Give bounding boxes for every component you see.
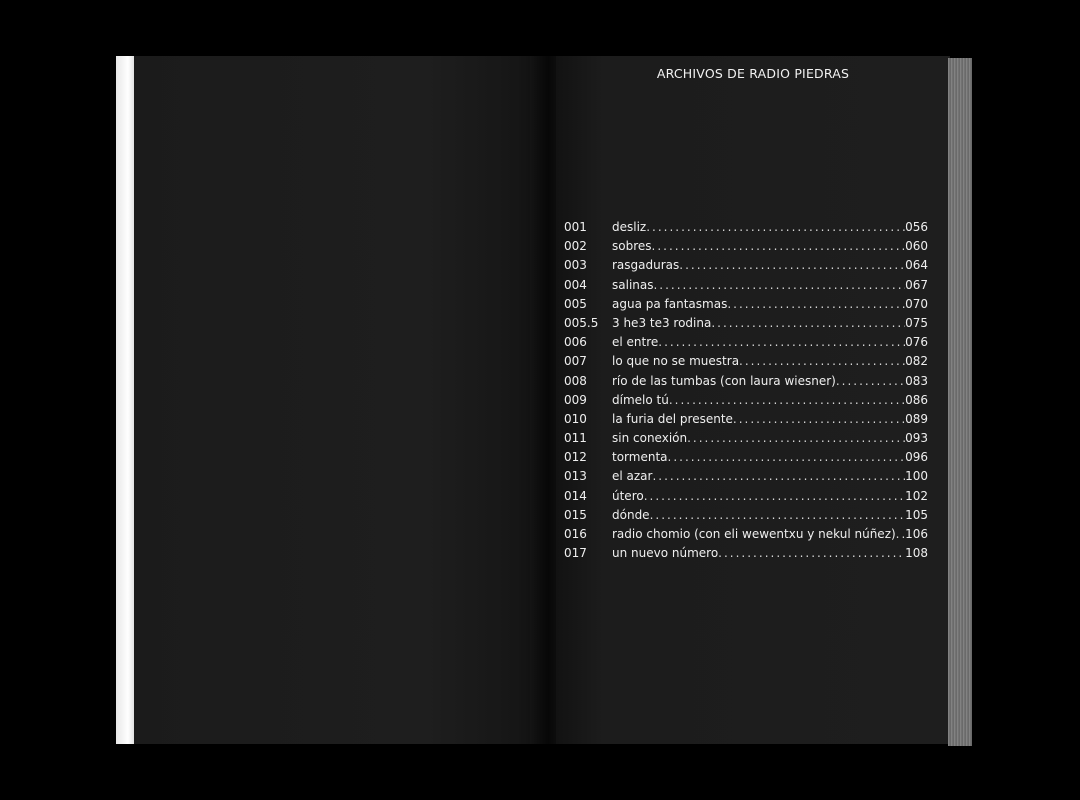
toc-row bbox=[564, 525, 928, 544]
toc-title: sin conexión bbox=[612, 431, 688, 446]
toc-row bbox=[564, 467, 928, 486]
toc-number: 011 bbox=[564, 431, 587, 446]
toc-row bbox=[564, 352, 928, 371]
toc-leader-dots bbox=[652, 467, 905, 486]
toc-entry bbox=[612, 448, 928, 467]
toc-row bbox=[564, 429, 928, 448]
toc-leader-dots bbox=[727, 295, 905, 314]
toc-title: dónde bbox=[612, 507, 650, 522]
toc-number: 007 bbox=[564, 354, 587, 369]
toc-title: desliz bbox=[612, 220, 647, 234]
toc-title: dímelo tú bbox=[612, 392, 669, 407]
toc-row bbox=[564, 314, 928, 333]
toc-leader-dots bbox=[669, 391, 905, 410]
toc-leader-dots bbox=[646, 218, 905, 237]
toc-page-number: 076 bbox=[905, 335, 928, 350]
toc-number: 013 bbox=[564, 469, 587, 484]
toc-page-number: 100 bbox=[905, 469, 928, 484]
toc-number: 002 bbox=[564, 239, 587, 254]
toc-leader-dots bbox=[687, 429, 905, 448]
toc-title: radio chomio (con eli wewentxu y nekul núñez) bbox=[612, 527, 896, 541]
toc-entry bbox=[612, 314, 928, 333]
toc-number: 009 bbox=[564, 392, 587, 407]
toc-entry bbox=[612, 256, 928, 275]
toc-entry bbox=[612, 352, 928, 371]
toc-row bbox=[564, 410, 928, 429]
toc-leader-dots bbox=[658, 333, 905, 352]
toc-entry bbox=[612, 218, 928, 237]
toc-entry bbox=[612, 237, 928, 256]
toc-page-number: 064 bbox=[905, 258, 928, 273]
toc-page-number: 067 bbox=[905, 277, 928, 292]
toc-entry bbox=[612, 544, 928, 563]
toc-row bbox=[564, 372, 928, 391]
toc-leader-dots bbox=[739, 352, 905, 371]
toc-title: río de las tumbas (con laura wiesner) bbox=[612, 373, 836, 388]
toc-page-number: 060 bbox=[905, 239, 928, 254]
toc-number: 015 bbox=[564, 507, 587, 522]
toc-page-number: 096 bbox=[905, 450, 928, 465]
toc-title: salinas bbox=[612, 277, 654, 292]
toc-row bbox=[564, 237, 928, 256]
toc-number: 003 bbox=[564, 258, 587, 273]
right-page-stack-edge bbox=[948, 58, 972, 746]
toc-leader-dots bbox=[718, 544, 905, 563]
left-page-edge bbox=[116, 56, 136, 744]
toc-entry bbox=[612, 391, 928, 410]
toc-number: 005.5 bbox=[564, 315, 599, 330]
toc-leader-dots bbox=[896, 525, 905, 544]
table-of-contents bbox=[564, 218, 928, 563]
toc-number: 017 bbox=[564, 546, 587, 561]
toc-number: 005 bbox=[564, 296, 587, 311]
toc-leader-dots bbox=[652, 237, 906, 256]
toc-title: el azar bbox=[612, 469, 653, 484]
toc-title: agua pa fantasmas bbox=[612, 296, 728, 311]
toc-number: 008 bbox=[564, 373, 587, 388]
toc-page-number: 106 bbox=[905, 527, 928, 541]
toc-entry bbox=[612, 333, 928, 352]
toc-entry bbox=[612, 487, 928, 506]
toc-number: 010 bbox=[564, 411, 587, 426]
toc-page-number: 075 bbox=[905, 315, 928, 330]
toc-page-number: 056 bbox=[905, 220, 928, 234]
toc-leader-dots bbox=[711, 314, 905, 333]
toc-entry bbox=[612, 525, 928, 544]
toc-page-number: 070 bbox=[905, 296, 928, 311]
toc-entry bbox=[612, 295, 928, 314]
toc-title: tormenta bbox=[612, 450, 668, 465]
toc-row bbox=[564, 487, 928, 506]
toc-entry bbox=[612, 429, 928, 448]
toc-number: 001 bbox=[564, 220, 587, 234]
toc-leader-dots bbox=[644, 487, 905, 506]
toc-title: un nuevo número bbox=[612, 546, 719, 561]
toc-entry bbox=[612, 467, 928, 486]
toc-title: rasgaduras bbox=[612, 258, 680, 273]
toc-entry bbox=[612, 410, 928, 429]
toc-row bbox=[564, 295, 928, 314]
toc-page-number: 093 bbox=[905, 431, 928, 446]
toc-row bbox=[564, 218, 928, 237]
toc-row bbox=[564, 448, 928, 467]
toc-leader-dots bbox=[668, 448, 906, 467]
toc-leader-dots bbox=[653, 276, 905, 295]
toc-entry bbox=[612, 506, 928, 525]
toc-row bbox=[564, 276, 928, 295]
toc-page-number: 108 bbox=[905, 546, 928, 561]
toc-number: 006 bbox=[564, 335, 587, 350]
toc-entry bbox=[612, 276, 928, 295]
toc-number: 012 bbox=[564, 450, 587, 465]
toc-page-number: 089 bbox=[905, 411, 928, 426]
toc-title: el entre bbox=[612, 335, 659, 350]
running-header: ARCHIVOS DE RADIO PIEDRAS bbox=[656, 66, 850, 81]
left-page bbox=[134, 56, 550, 744]
toc-row bbox=[564, 256, 928, 275]
toc-title: útero bbox=[612, 488, 644, 503]
toc-page-number: 102 bbox=[905, 488, 928, 503]
toc-row bbox=[564, 391, 928, 410]
toc-entry bbox=[612, 372, 928, 391]
toc-row bbox=[564, 544, 928, 563]
toc-leader-dots bbox=[650, 506, 906, 525]
toc-page-number: 086 bbox=[905, 392, 928, 407]
toc-row bbox=[564, 333, 928, 352]
toc-number: 016 bbox=[564, 527, 587, 541]
toc-title: sobres bbox=[612, 239, 652, 254]
toc-leader-dots bbox=[679, 256, 905, 275]
toc-row bbox=[564, 506, 928, 525]
toc-number: 014 bbox=[564, 488, 587, 503]
toc-page-number: 082 bbox=[905, 354, 928, 369]
toc-leader-dots bbox=[836, 372, 905, 391]
toc-page-number: 083 bbox=[905, 373, 928, 388]
toc-title: la furia del presente bbox=[612, 411, 733, 426]
toc-leader-dots bbox=[733, 410, 905, 429]
toc-number: 004 bbox=[564, 277, 587, 292]
toc-title: 3 he3 te3 rodina bbox=[612, 315, 712, 330]
toc-page-number: 105 bbox=[905, 507, 928, 522]
toc-title: lo que no se muestra bbox=[612, 354, 740, 369]
